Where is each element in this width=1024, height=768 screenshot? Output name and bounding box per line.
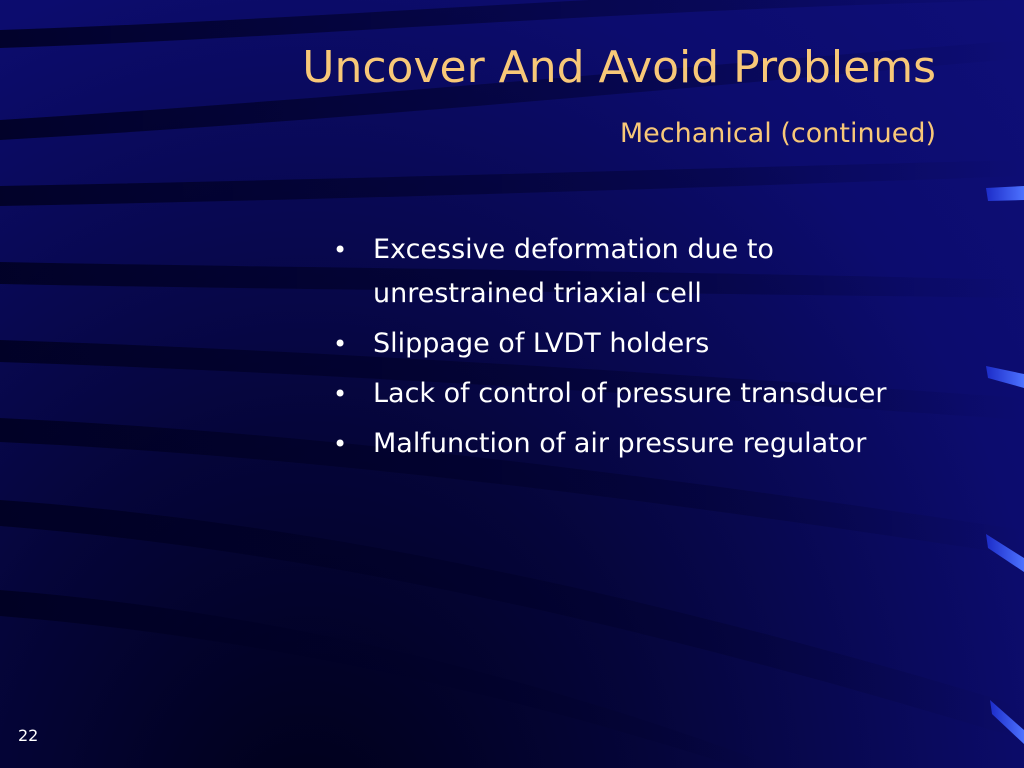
page-number: 22 <box>18 726 39 745</box>
bullet-item <box>333 422 953 466</box>
bullet-marker: • <box>333 380 348 408</box>
accent-tick-2 <box>986 366 1024 388</box>
bullet-marker: • <box>333 236 348 264</box>
bullet-marker: • <box>333 330 348 358</box>
bullet-text: Lack of control of pressure transducer <box>373 378 887 409</box>
bullet-item <box>333 372 953 416</box>
bullet-text: Excessive deformation due to unrestrained triaxial cell <box>373 234 774 309</box>
bullet-text: Malfunction of air pressure regulator <box>373 428 867 459</box>
bullet-text: Slippage of LVDT holders <box>373 328 710 359</box>
slide-title: Uncover And Avoid Problems <box>302 42 936 93</box>
bullet-list <box>333 228 953 472</box>
bullet-marker: • <box>333 430 348 458</box>
bullet-item <box>333 322 953 366</box>
slide-subtitle: Mechanical (continued) <box>619 118 936 149</box>
accent-tick-1 <box>986 186 1024 201</box>
bullet-item <box>333 228 953 316</box>
